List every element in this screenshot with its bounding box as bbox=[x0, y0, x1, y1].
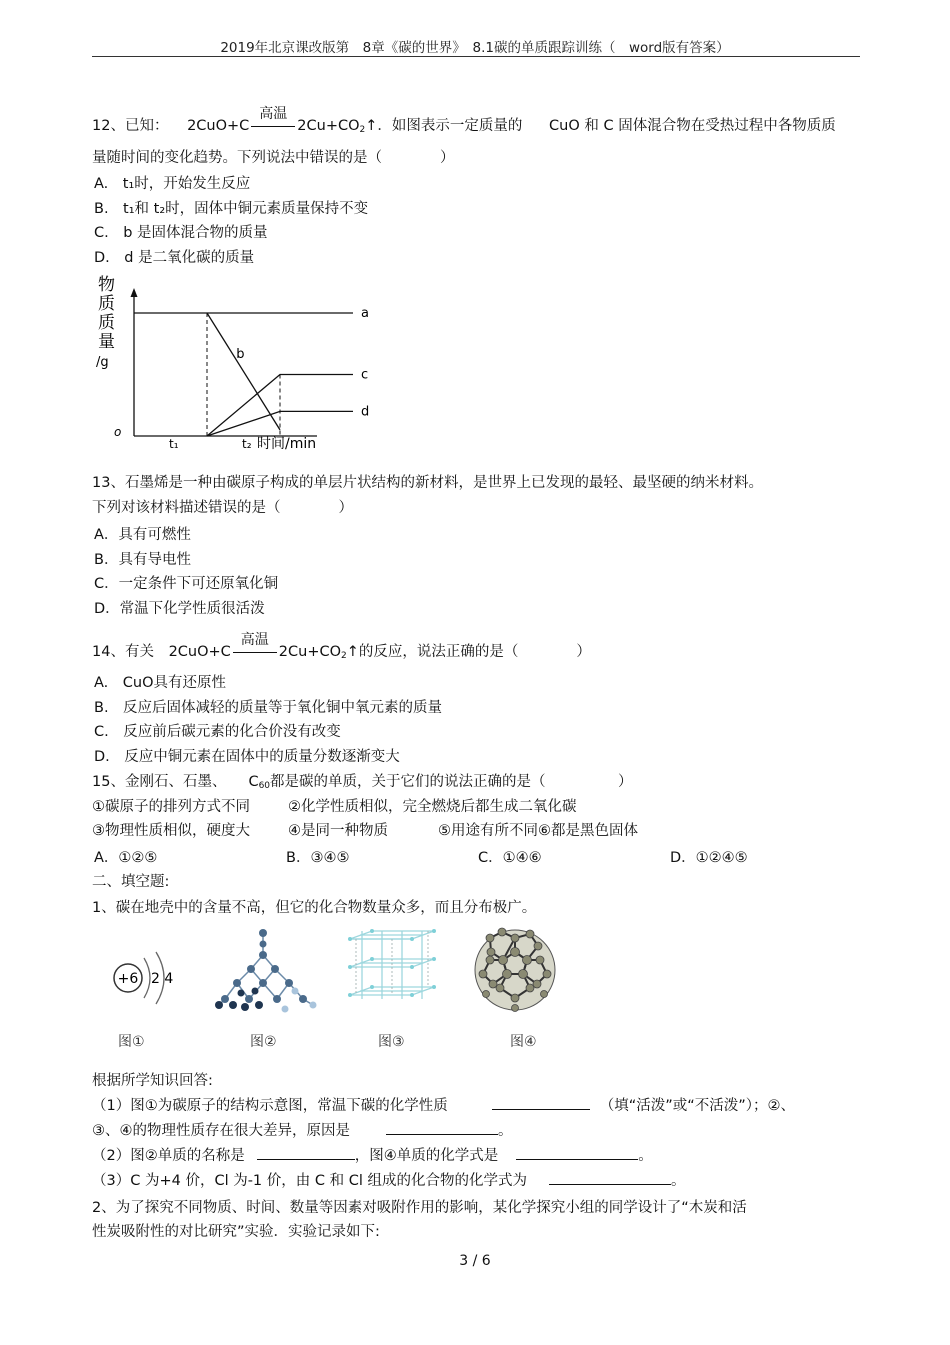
q15-choice-a: A．①②⑤ bbox=[94, 850, 158, 866]
f1-part1-line1 bbox=[92, 1094, 795, 1115]
q15-prefix: 15、金刚石、石墨、 bbox=[92, 774, 227, 790]
q14-eq-left: 2CuO+C bbox=[168, 644, 231, 660]
q14-eq-condition: 高温 bbox=[240, 632, 269, 648]
graphite-structure-diagram bbox=[342, 925, 442, 1020]
series-line-b bbox=[207, 313, 280, 430]
q14-prefix: 14、有关 bbox=[92, 644, 154, 660]
q12-prefix: 12、已知： bbox=[92, 118, 169, 134]
f1-part1-text-c: ③、④的物理性质存在很大差异，原因是 bbox=[92, 1123, 350, 1139]
q13-line1: 13、石墨烯是一种由碳原子构成的单层片状结构的新材料，是世界上已发现的最轻、最坚硬的纳米材料。 bbox=[92, 475, 763, 491]
blank-property-difference-reason[interactable] bbox=[386, 1120, 498, 1135]
q12-eq-tail: ↑．如图表示一定质量的 bbox=[365, 118, 523, 134]
page-header: 2019年北京课改版第 8章《碳的世界》 8.1碳的单质跟踪训练（ word版有答案） bbox=[220, 40, 730, 56]
q13-option-b: B．具有导电性 bbox=[94, 552, 191, 568]
q15-choice-d: D．①②④⑤ bbox=[670, 850, 748, 866]
q13-line2: 下列对该材料描述错误的是（ ） bbox=[92, 500, 353, 516]
f1-part1-line2 bbox=[92, 1119, 513, 1140]
q14-option-b: B. 反应后固体减轻的质量等于氧化铜中氧元素的质量 bbox=[94, 700, 443, 716]
series-label-d: d bbox=[361, 404, 370, 420]
q15-statement-5: ⑤用途有所不同⑥都是黑色固体 bbox=[438, 823, 638, 839]
section-fill-blanks-title: 二、填空题: bbox=[92, 874, 170, 890]
q14-eq-right: 2Cu+CO bbox=[278, 644, 342, 660]
f1-part2-end: 。 bbox=[638, 1148, 653, 1164]
q12-option-a: A. t₁时，开始发生反应 bbox=[94, 176, 251, 192]
y-axis-label bbox=[96, 275, 115, 370]
blank-figure2-name[interactable] bbox=[257, 1145, 355, 1160]
series-label-c: c bbox=[361, 367, 369, 383]
f1-part2-text-a: （2）图②单质的名称是 bbox=[92, 1148, 245, 1164]
f1-prompt: 根据所学知识回答: bbox=[92, 1073, 213, 1089]
q13-option-d: D．常温下化学性质很活泼 bbox=[94, 601, 265, 617]
tick-label-t1: t₁ bbox=[169, 437, 179, 451]
f1-part1-end: 。 bbox=[498, 1123, 513, 1139]
q15-c: C bbox=[248, 774, 259, 790]
q15-choice-b: B．③④⑤ bbox=[286, 850, 350, 866]
q13-option-c: C．一定条件下可还原氧化铜 bbox=[94, 576, 279, 592]
figure-1-label: 图① bbox=[118, 1034, 145, 1050]
q12-text2: CuO 和 C 固体混合物在受热过程中各物质质 bbox=[549, 118, 836, 134]
q12-eq-arrow bbox=[249, 106, 297, 134]
q15-c-sub: 60 bbox=[258, 781, 271, 791]
c60-fullerene-diagram bbox=[470, 922, 560, 1017]
f1-part3-text: （3）C 为+4 价，Cl 为-1 价，由 C 和 Cl 组成的化合物的化学式为 bbox=[92, 1173, 527, 1189]
figure-2-label: 图② bbox=[250, 1034, 277, 1050]
atom-shell-electrons: 2 4 bbox=[151, 971, 174, 987]
q14-eq-tail: ↑的反应，说法正确的是（ ） bbox=[346, 644, 591, 660]
q14-option-d: D. 反应中铜元素在固体中的质量分数逐渐变大 bbox=[94, 749, 400, 765]
tick-label-t2: t₂ bbox=[242, 437, 252, 451]
q12-eq-left: 2CuO+C bbox=[187, 118, 250, 134]
atom-nucleus-label: +6 bbox=[117, 971, 139, 987]
q12-option-c: C. b 是固体混合物的质量 bbox=[94, 225, 268, 241]
q14-option-a: A. CuO具有还原性 bbox=[94, 675, 227, 691]
f1-part3-line bbox=[92, 1169, 685, 1190]
blank-figure4-formula[interactable] bbox=[516, 1145, 638, 1160]
q12-eq-sub: 2 bbox=[359, 125, 366, 135]
q12-stem bbox=[92, 106, 836, 135]
q12-eq-right: 2Cu+CO bbox=[297, 118, 360, 134]
carbon-atom-diagram bbox=[108, 942, 188, 1022]
q15-statement-4: ④是同一种物质 bbox=[288, 823, 388, 839]
q15-choice-c: C．①④⑥ bbox=[478, 850, 542, 866]
f1-part3-end: 。 bbox=[670, 1173, 686, 1189]
q12-option-d: D. d 是二氧化碳的质量 bbox=[94, 250, 255, 266]
diamond-structure-diagram bbox=[215, 925, 320, 1020]
y-axis-label-char: 质 bbox=[98, 313, 115, 333]
series-label-a: a bbox=[361, 306, 369, 321]
q13-option-a: A．具有可燃性 bbox=[94, 527, 191, 543]
f1-part2-text-b: ，图④单质的化学式是 bbox=[354, 1148, 499, 1164]
blank-ccl-formula[interactable] bbox=[549, 1170, 671, 1185]
y-axis-label-char: /g bbox=[96, 355, 109, 370]
q14-stem bbox=[92, 632, 591, 661]
q15-stem bbox=[92, 770, 633, 791]
figure-4-label: 图④ bbox=[510, 1034, 537, 1050]
atom-shell-1 bbox=[144, 958, 150, 998]
y-axis-arrow bbox=[131, 288, 138, 297]
f2-line2: 性炭吸附性的对比研究”实验．实验记录如下: bbox=[92, 1224, 380, 1240]
q12-eq-condition: 高温 bbox=[259, 106, 288, 122]
header-divider bbox=[92, 56, 860, 57]
q12-option-b: B. t₁和 t₂时，固体中铜元素质量保持不变 bbox=[94, 201, 369, 217]
f1-intro: 1、碳在地壳中的含量不高，但它的化合物数量众多，而且分布极广。 bbox=[92, 900, 537, 916]
q14-eq-sub: 2 bbox=[341, 651, 347, 661]
origin-label: o bbox=[114, 425, 122, 439]
q14-eq-arrow bbox=[231, 632, 279, 660]
q15-statement-1: ①碳原子的排列方式不同 bbox=[92, 799, 250, 815]
page-number: 3 / 6 bbox=[459, 1253, 491, 1269]
q15-stem-tail: 都是碳的单质，关于它们的说法正确的是（ ） bbox=[270, 774, 633, 790]
series-label-b: b bbox=[236, 347, 245, 363]
y-axis-label-char: 物 bbox=[98, 275, 115, 295]
f1-part2-line bbox=[92, 1144, 653, 1165]
q15-statement-2: ②化学性质相似，完全燃烧后都生成二氧化碳 bbox=[288, 799, 577, 815]
f1-part1-text-b: （填“活泼”或“不活泼”）；②、 bbox=[599, 1098, 796, 1114]
f1-part1-text-a: （1）图①为碳原子的结构示意图，常温下碳的化学性质 bbox=[92, 1098, 448, 1114]
blank-carbon-reactivity[interactable] bbox=[492, 1095, 590, 1110]
y-axis-label-char: 量 bbox=[98, 332, 115, 352]
q12-line2: 量随时间的变化趋势。下列说法中错误的是（ ） bbox=[92, 150, 455, 166]
q15-statement-3: ③物理性质相似，硬度大 bbox=[92, 823, 250, 839]
x-axis-label: 时间/min bbox=[257, 436, 317, 452]
q12-mass-time-chart bbox=[92, 270, 370, 460]
q14-option-c: C. 反应前后碳元素的化合价没有改变 bbox=[94, 724, 341, 740]
y-axis-label-char: 质 bbox=[98, 294, 115, 314]
f2-line1: 2、为了探究不同物质、时间、数量等因素对吸附作用的影响，某化学探究小组的同学设计了“木炭和活 bbox=[92, 1200, 747, 1216]
figure-3-label: 图③ bbox=[378, 1034, 405, 1050]
